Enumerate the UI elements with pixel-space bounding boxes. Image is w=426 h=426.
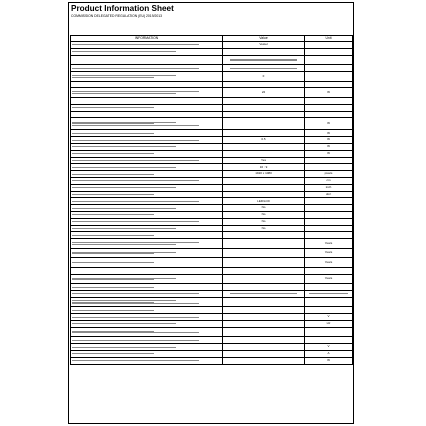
info-cell (71, 232, 223, 239)
value-text: LED/LCD (257, 198, 270, 203)
table-row (71, 225, 353, 232)
value-cell (223, 284, 305, 291)
value-cell (223, 164, 305, 171)
illegible-text-line (72, 353, 154, 354)
unit-cell (305, 232, 353, 239)
header-unit: Unit (305, 36, 353, 42)
unit-text: W (327, 89, 330, 94)
illegible-text-line (72, 201, 199, 202)
unit-cell (305, 218, 353, 225)
table-row (71, 337, 353, 344)
unit-cell (305, 184, 353, 191)
table-row (71, 130, 353, 137)
unit-cell (305, 248, 353, 258)
table-row (71, 239, 353, 249)
unit-cell (305, 164, 353, 171)
illegible-text-line (72, 51, 176, 52)
unit-cell (305, 337, 353, 344)
unit-text: A (327, 351, 330, 356)
info-cell (71, 225, 223, 232)
table-row (71, 111, 353, 118)
value-text: Yes (261, 157, 266, 162)
value-cell (223, 321, 305, 328)
info-cell (71, 171, 223, 178)
table-row (71, 205, 353, 212)
value-cell (223, 137, 305, 144)
value-cell (223, 97, 305, 104)
value-cell (223, 111, 305, 118)
value-cell (223, 357, 305, 364)
unit-cell (305, 48, 353, 55)
unit-text: Years (324, 259, 333, 264)
table-row (71, 321, 353, 328)
table-row (71, 42, 353, 49)
unit-text: Years (324, 240, 333, 245)
info-cell (71, 274, 223, 284)
unit-cell (305, 225, 353, 232)
illegible-text-line (72, 221, 199, 222)
value-text: 22 (261, 89, 266, 94)
illegible-text-line (72, 125, 199, 126)
info-cell (71, 321, 223, 328)
illegible-text-line (72, 340, 199, 341)
info-cell (71, 97, 223, 104)
unit-text: V (327, 344, 330, 349)
info-cell (71, 130, 223, 137)
value-cell (223, 232, 305, 239)
unit-text: V (327, 314, 330, 319)
table-row (71, 258, 353, 268)
illegible-text-line (72, 140, 199, 141)
info-cell (71, 42, 223, 49)
table-row (71, 248, 353, 258)
table-row (71, 150, 353, 157)
illegible-text-line (72, 360, 199, 361)
info-cell (71, 65, 223, 72)
illegible-text-line (72, 107, 154, 108)
unit-cell (305, 291, 353, 298)
value-cell (223, 225, 305, 232)
unit-cell (305, 198, 353, 205)
info-cell (71, 104, 223, 111)
table-row (71, 184, 353, 191)
value-cell (223, 198, 305, 205)
table-row (71, 177, 353, 184)
table-row (71, 327, 353, 337)
value-cell (223, 171, 305, 178)
illegible-text-line (72, 77, 154, 78)
table-row (71, 344, 353, 351)
value-cell (223, 258, 305, 268)
value-cell (223, 267, 305, 274)
info-cell (71, 267, 223, 274)
illegible-text-line (72, 347, 176, 348)
unit-cell (305, 239, 353, 249)
value-cell (223, 314, 305, 321)
info-cell (71, 88, 223, 98)
table-row (71, 157, 353, 164)
value-text: Vestel (259, 42, 268, 47)
value-cell (223, 130, 305, 137)
illegible-text-line (72, 235, 154, 236)
illegible-text-line (72, 180, 199, 181)
value-cell (223, 150, 305, 157)
unit-cell (305, 284, 353, 291)
unit-text: W (327, 150, 330, 155)
table-row (71, 232, 353, 239)
value-cell (223, 191, 305, 198)
info-cell (71, 314, 223, 321)
value-text: No (261, 212, 266, 217)
unit-cell (305, 258, 353, 268)
value-cell (223, 157, 305, 164)
value-cell (223, 55, 305, 65)
info-cell (71, 157, 223, 164)
unit-cell (305, 211, 353, 218)
info-cell (71, 357, 223, 364)
info-cell (71, 351, 223, 358)
value-cell (223, 42, 305, 49)
unit-cell (305, 171, 353, 178)
table-row (71, 164, 353, 171)
unit-cell (305, 205, 353, 212)
illegible-text-line (72, 317, 199, 318)
table-row (71, 65, 353, 72)
info-cell (71, 164, 223, 171)
unit-cell (305, 157, 353, 164)
info-cell (71, 218, 223, 225)
illegible-text-line (72, 332, 199, 333)
value-cell (223, 274, 305, 284)
illegible-text-line (72, 214, 154, 215)
unit-text: W (327, 137, 330, 142)
illegible-text-line (72, 208, 176, 209)
value-cell (223, 143, 305, 150)
unit-cell (305, 351, 353, 358)
unit-text: Hz (326, 321, 331, 326)
value-cell (223, 344, 305, 351)
unit-cell (305, 191, 353, 198)
illegible-text-line (72, 160, 199, 161)
value-cell (223, 81, 305, 88)
unit-text: W (327, 144, 330, 149)
unit-text: Years (324, 250, 333, 255)
illegible-text-line (72, 44, 199, 45)
table-row (71, 284, 353, 291)
unit-cell (305, 71, 353, 81)
info-cell (71, 327, 223, 337)
unit-text: inch (325, 184, 332, 189)
unit-cell (305, 344, 353, 351)
info-cell (71, 205, 223, 212)
info-cell (71, 71, 223, 81)
table-row (71, 97, 353, 104)
info-cell (71, 55, 223, 65)
info-cell (71, 291, 223, 298)
illegible-text-line (72, 93, 176, 94)
illegible-text-line (72, 310, 154, 311)
table-row (71, 307, 353, 314)
unit-cell (305, 314, 353, 321)
unit-cell (305, 111, 353, 118)
value-cell (223, 291, 305, 298)
table-row (71, 71, 353, 81)
unit-cell (305, 104, 353, 111)
value-cell (223, 327, 305, 337)
unit-cell (305, 357, 353, 364)
illegible-text-line (72, 262, 154, 263)
info-cell (71, 177, 223, 184)
unit-cell (305, 88, 353, 98)
unit-cell (305, 307, 353, 314)
illegible-text-line (72, 279, 154, 280)
unit-text: W (327, 358, 330, 363)
table-row (71, 297, 353, 307)
illegible-text-line (72, 146, 176, 147)
info-cell (71, 307, 223, 314)
unit-cell (305, 97, 353, 104)
table-row (71, 55, 353, 65)
illegible-text-line (72, 194, 154, 195)
value-cell (223, 184, 305, 191)
unit-cell (305, 327, 353, 337)
document-subtitle: COMMISSION DELEGATED REGULATION (EU) 2019/2013 (71, 14, 163, 18)
unit-cell (305, 274, 353, 284)
illegible-text-line (72, 323, 176, 324)
table-row (71, 171, 353, 178)
product-information-sheet (68, 2, 354, 424)
info-cell (71, 248, 223, 258)
information-table (70, 35, 353, 365)
value-cell (223, 307, 305, 314)
info-cell (71, 284, 223, 291)
table-row (71, 81, 353, 88)
illegible-text-line (72, 187, 176, 188)
value-cell (223, 71, 305, 81)
value-cell (223, 297, 305, 307)
unit-text: W (327, 121, 330, 126)
value-text: No (261, 218, 266, 223)
value-cell (223, 351, 305, 358)
unit-text: dm² (325, 191, 332, 196)
unit-cell (305, 143, 353, 150)
table-row (71, 351, 353, 358)
table-row (71, 191, 353, 198)
illegible-text-line (72, 68, 199, 69)
unit-text: Years (324, 276, 333, 281)
table-row (71, 314, 353, 321)
illegible-text-line (72, 167, 176, 168)
value-text: 1920 x 1080 (255, 171, 272, 176)
value-cell (223, 118, 305, 130)
value-text: F (262, 73, 265, 78)
header-information: INFORMATION (71, 36, 223, 42)
table-row (71, 48, 353, 55)
unit-cell (305, 177, 353, 184)
illegible-value-line (230, 293, 297, 294)
value-text: No (261, 205, 266, 210)
info-cell (71, 111, 223, 118)
illegible-text-line (72, 244, 176, 245)
table-row (71, 118, 353, 130)
illegible-text-line (72, 303, 199, 304)
table-row (71, 88, 353, 98)
info-cell (71, 48, 223, 55)
unit-cell (305, 267, 353, 274)
document-title: Product Information Sheet (71, 4, 174, 13)
table-row (71, 143, 353, 150)
unit-cell (305, 150, 353, 157)
info-cell (71, 297, 223, 307)
information-table-wrap (70, 35, 352, 365)
info-cell (71, 150, 223, 157)
unit-cell (305, 42, 353, 49)
value-cell (223, 177, 305, 184)
unit-cell (305, 137, 353, 144)
info-cell (71, 137, 223, 144)
info-cell (71, 184, 223, 191)
unit-cell (305, 118, 353, 130)
value-cell (223, 248, 305, 258)
illegible-value-line (230, 60, 297, 61)
table-row (71, 137, 353, 144)
info-cell (71, 239, 223, 249)
illegible-text-line (72, 287, 154, 288)
illegible-text-line (72, 153, 154, 154)
table-row (71, 357, 353, 364)
unit-cell (305, 130, 353, 137)
table-row (71, 104, 353, 111)
table-row (71, 267, 353, 274)
value-cell (223, 205, 305, 212)
info-cell (71, 337, 223, 344)
illegible-text-line (72, 174, 154, 175)
value-cell (223, 239, 305, 249)
illegible-unit-line (309, 293, 347, 294)
info-cell (71, 191, 223, 198)
unit-cell (305, 65, 353, 72)
unit-text: W (327, 130, 330, 135)
value-cell (223, 211, 305, 218)
illegible-text-line (72, 133, 154, 134)
illegible-value-line (230, 68, 297, 69)
illegible-text-line (72, 228, 176, 229)
value-cell (223, 65, 305, 72)
table-row (71, 291, 353, 298)
unit-cell (305, 55, 353, 65)
unit-cell (305, 297, 353, 307)
table-row (71, 211, 353, 218)
info-cell (71, 198, 223, 205)
header-value: Value (223, 36, 305, 42)
info-cell (71, 143, 223, 150)
unit-text: pixels (324, 171, 333, 176)
info-cell (71, 81, 223, 88)
value-cell (223, 88, 305, 98)
unit-cell (305, 81, 353, 88)
unit-text: cm (326, 178, 331, 183)
info-cell (71, 258, 223, 268)
value-text: No (261, 225, 266, 230)
value-text: 16 : 9 (259, 164, 268, 169)
value-cell (223, 104, 305, 111)
unit-cell (305, 321, 353, 328)
value-cell (223, 48, 305, 55)
table-row (71, 198, 353, 205)
table-row (71, 274, 353, 284)
info-cell (71, 211, 223, 218)
value-cell (223, 337, 305, 344)
illegible-text-line (72, 293, 199, 294)
value-cell (223, 218, 305, 225)
info-cell (71, 344, 223, 351)
info-cell (71, 118, 223, 130)
table-row (71, 218, 353, 225)
value-text: 0.5 (261, 137, 266, 142)
illegible-text-line (72, 253, 154, 254)
